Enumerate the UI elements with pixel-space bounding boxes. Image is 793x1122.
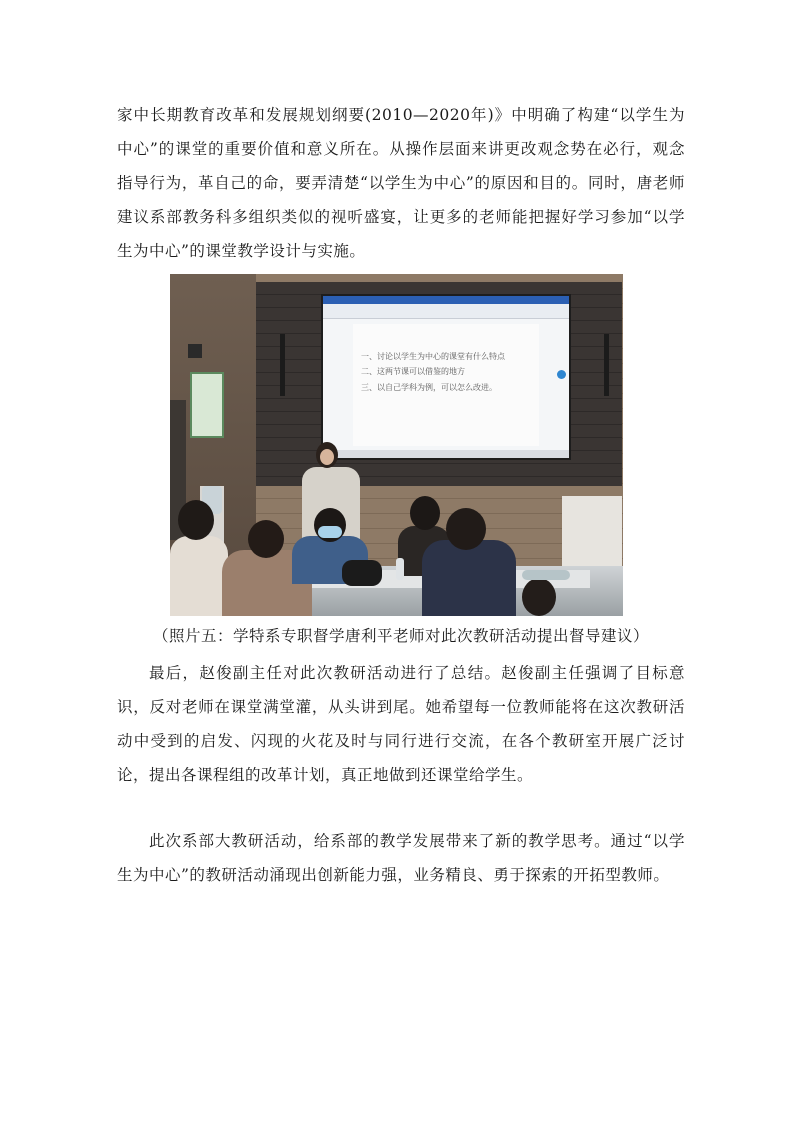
screen-text-line: 一、讨论以学生为中心的课堂有什么特点 (361, 352, 505, 361)
classroom-photo (170, 274, 623, 616)
cabinet (562, 496, 622, 576)
right-speaker (604, 334, 609, 396)
paragraph-conclusion: 此次系部大教研活动，给系部的教学发展带来了新的教学思考。通过“以学生为中心”的教研活动涌现出创新能力强，业务精良、勇于探索的开拓型教师。 (117, 832, 685, 884)
screen-taskbar (323, 450, 569, 458)
screen-window-titlebar (323, 296, 569, 304)
paragraph-intro: 家中长期教育改革和发展规划纲要(2010—2020年)》中明确了构建“以学生为中心”的课堂的重要价值和意义所在。从操作层面来讲更改观念势在必行，观念指导行为，革自己的命，要弄清楚“以学生为中心”的原因和目的。同时，唐老师建议系部教务科多组织类似的视听盛宴，让更多的老师能把握好学习参加“以学生为中心”的课堂教学设计与实施。 (117, 106, 685, 260)
screen-assistant-icon (557, 370, 566, 379)
student-head (248, 520, 284, 558)
paragraph-summary: 最后，赵俊副主任对此次教研活动进行了总结。赵俊副主任强调了目标意识，反对老师在课堂满堂灌，从头讲到尾。她希望每一位教师能将在这次教研活动中受到的启发、闪现的火花及时与同行进行交流，在各个教研室开展广泛讨论，提出各课程组的改革计划，真正地做到还课堂给学生。 (117, 664, 685, 784)
screen-toolbar-ribbon (323, 304, 569, 319)
photo-caption: （照片五：学特系专职督学唐利平老师对此次教研活动提出督导建议） (152, 627, 649, 645)
projector-screen (323, 296, 569, 458)
bag (342, 560, 382, 586)
student-figure (170, 536, 228, 616)
wall-camera (188, 344, 202, 358)
chair (522, 570, 570, 580)
notice-board (190, 372, 224, 438)
teacher-face (320, 449, 334, 465)
student-head (446, 508, 486, 550)
student-head (522, 578, 556, 616)
screen-text-line: 二、这两节课可以借鉴的地方 (361, 367, 465, 376)
student-head (178, 500, 214, 540)
student-figure (422, 540, 516, 616)
left-speaker (280, 334, 285, 396)
student-head (410, 496, 440, 530)
water-bottle (396, 558, 404, 580)
screen-text-line: 三、以自己学科为例，可以怎么改进。 (361, 383, 497, 392)
face-mask (318, 526, 342, 538)
